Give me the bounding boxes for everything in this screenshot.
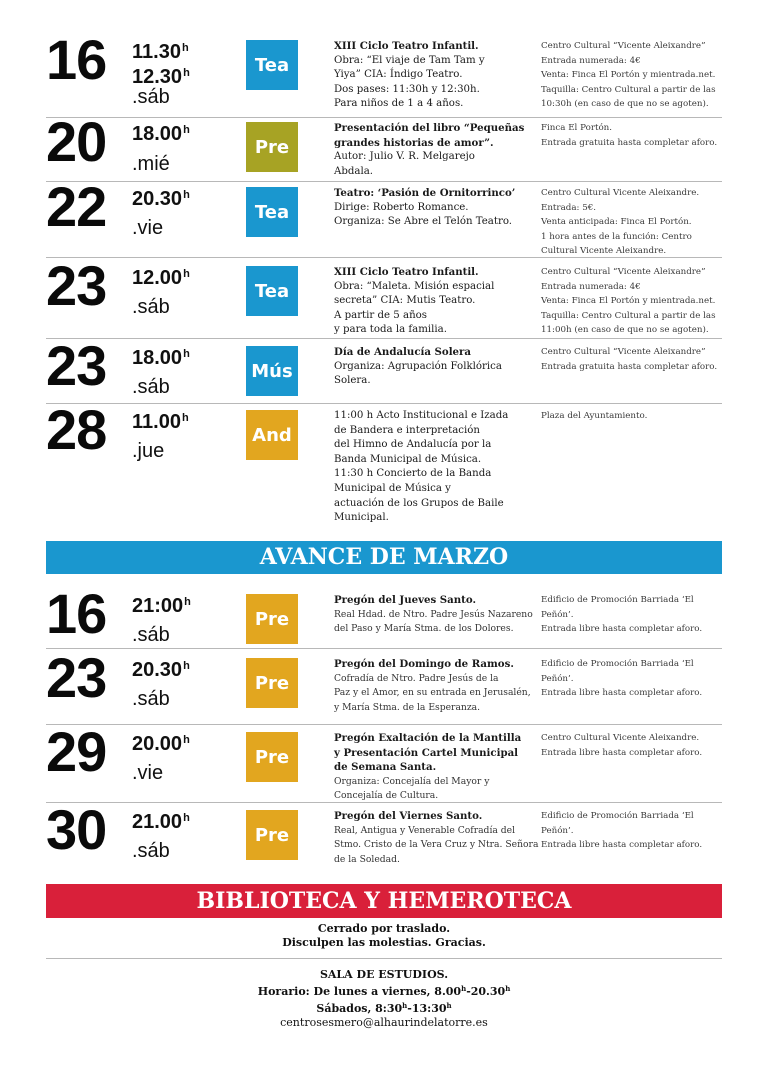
event-description: XIII Ciclo Teatro Infantil. Obra: “Maleta. Misión espacial secreta” CIA: Mutis Teatro. A partir de 5 años y para toda la familia. (334, 266, 495, 336)
event-venue-info: Centro Cultural “Vicente Aleixandre” Entrada gratuita hasta completar aforo. (541, 347, 718, 372)
event-times: 11.30$^h$ 12.30$^h$ (132, 41, 190, 88)
event-weekday: .sáb (132, 86, 170, 108)
event-description: Presentación del libro “Pequeñas grandes historias de amor”. Autor: Julio V. R. Melgarejo Abdala. (334, 122, 525, 177)
event-day: 20 (46, 110, 107, 173)
event-row (46, 582, 722, 649)
event-weekday: .sáb (132, 296, 170, 318)
event-venue-info: Centro Cultural Vicente Aleixandre. Entrada: 5€. Venta anticipada: Finca El Portón. 1 hora antes de la función: Centro Cultural Vicente Aleixandre. (541, 188, 700, 257)
event-day: 16 (46, 28, 107, 91)
event-times: 18.00$^h$ (132, 347, 190, 369)
event-day: 23 (46, 254, 107, 317)
category-badge: Pre (246, 658, 298, 708)
event-times: 20.30$^h$ (132, 659, 190, 681)
event-weekday: .sáb (132, 688, 170, 710)
event-description: Pregón Exaltación de la Mantilla y Presentación Cartel Municipal de Semana Santa. Organiza: Concejalía del Mayor y Concejalía de Cultura. (334, 732, 522, 802)
library-banner: BIBLIOTECA Y HEMEROTECA (46, 884, 722, 918)
event-day: 22 (46, 175, 107, 238)
event-row (46, 254, 722, 339)
event-weekday: .sáb (132, 376, 170, 398)
event-weekday: .jue (132, 440, 165, 462)
event-row (46, 28, 722, 118)
event-description: Día de Andalucía Solera Organiza: Agrupación Folklórica Solera. (334, 346, 502, 387)
event-day: 23 (46, 334, 107, 397)
event-day: 30 (46, 798, 107, 861)
event-row (46, 398, 722, 526)
event-times: 21:00$^h$ (132, 595, 191, 617)
event-times: 20.30$^h$ (132, 188, 190, 210)
study-room-email[interactable]: centrosesmero@alhaurindelatorre.es (280, 1016, 488, 1029)
event-times: 12.00$^h$ (132, 267, 190, 289)
event-weekday: .sáb (132, 840, 170, 862)
event-venue-info: Edificio de Promoción Barriada ‘El Peñón’. Entrada libre hasta completar aforo. (541, 595, 703, 635)
event-row (46, 798, 722, 870)
event-description: Pregón del Jueves Santo. Real Hdad. de Ntro. Padre Jesús Nazareno del Paso y María Stma. de los Dolores. (334, 594, 533, 635)
category-badge: And (246, 410, 298, 460)
event-day: 28 (46, 398, 107, 461)
event-description: Pregón del Viernes Santo. Real, Antigua y Venerable Cofradía del Stmo. Cristo de la Vera Cruz y Ntra. Señora de la Soledad. (334, 810, 539, 865)
category-badge: Pre (246, 810, 298, 860)
study-room-title: SALA DE ESTUDIOS. (319, 968, 449, 981)
event-description: Pregón del Domingo de Ramos. Cofradía de Ntro. Padre Jesús de la Paz y el Amor, en su entrada en Jerusalén, y María Stma. de la Esperanza. (334, 658, 531, 713)
event-venue-info: Centro Cultural “Vicente Aleixandre” Entrada numerada: 4€ Venta: Finca El Portón y mientrada.net. Taquilla: Centro Cultural a partir de las 11:00h (en caso de que no se agoten). (541, 267, 716, 336)
event-venue-info: Plaza del Ayuntamiento. (541, 411, 648, 421)
event-times: 21.00$^h$ (132, 811, 190, 833)
event-weekday: .sáb (132, 624, 170, 646)
event-weekday: .vie (132, 217, 164, 239)
category-badge: Tea (246, 187, 298, 237)
event-venue-info: Centro Cultural Vicente Aleixandre. Entrada libre hasta completar aforo. (541, 733, 703, 758)
event-day: 16 (46, 582, 107, 645)
march-preview-banner: AVANCE DE MARZO (46, 541, 722, 574)
event-times: 11.00$^h$ (132, 411, 189, 433)
study-room-weekday-hours: Horario: De lunes a viernes, 8.00$^h$-20.30$^h$ (257, 984, 511, 998)
event-description: Teatro: ‘Pasión de Ornitorrinco’ Dirige: Roberto Romance. Organiza: Se Abre el Telón Teatro. (334, 187, 516, 228)
event-day: 23 (46, 646, 107, 709)
event-weekday: .mié (132, 153, 170, 175)
event-row (46, 175, 722, 258)
event-venue-info: Centro Cultural “Vicente Aleixandre” Entrada numerada: 4€ Venta: Finca El Portón y mientrada.net. Taquilla: Centro Cultural a partir de las 10:30h (en caso de que no se agoten). (541, 41, 716, 110)
event-times: 18.00$^h$ (132, 123, 190, 145)
category-badge: Tea (246, 266, 298, 316)
divider (46, 958, 722, 959)
study-room-info (0, 968, 768, 1030)
category-badge: Pre (246, 122, 298, 172)
event-description: XIII Ciclo Teatro Infantil. Obra: “El viaje de Tam Tam y Yiya” CIA: Índigo Teatro. Dos pases: 11:30h y 12:30h. Para niños de 1 a 4 años. (334, 40, 485, 110)
category-badge: Pre (246, 732, 298, 782)
event-row (46, 110, 722, 182)
event-row (46, 646, 722, 725)
event-weekday: .vie (132, 762, 164, 784)
event-description: 11:00 h Acto Institucional e Izada de Bandera e interpretación del Himno de Andalucía por la Banda Municipal de Música. 11:30 h Concierto de la Banda Municipal de Música y actuación de los Grupos de Baile Municipal. (334, 410, 509, 524)
study-room-saturday-hours: Sábados, 8:30$^h$-13:30$^h$ (316, 1001, 452, 1015)
category-badge: Mús (246, 346, 298, 396)
event-row (46, 334, 722, 404)
event-venue-info: Edificio de Promoción Barriada ‘El Peñón’. Entrada libre hasta completar aforo. (541, 659, 703, 699)
event-venue-info: Finca El Portón. Entrada gratuita hasta completar aforo. (541, 123, 718, 148)
event-day: 29 (46, 720, 107, 783)
event-times: 20.00$^h$ (132, 733, 190, 755)
library-notice: Cerrado por traslado. Disculpen las molestias. Gracias. (282, 922, 486, 949)
event-venue-info: Edificio de Promoción Barriada ‘El Peñón’. Entrada libre hasta completar aforo. (541, 811, 703, 851)
event-row (46, 720, 722, 803)
category-badge: Pre (246, 594, 298, 644)
category-badge: Tea (246, 40, 298, 90)
